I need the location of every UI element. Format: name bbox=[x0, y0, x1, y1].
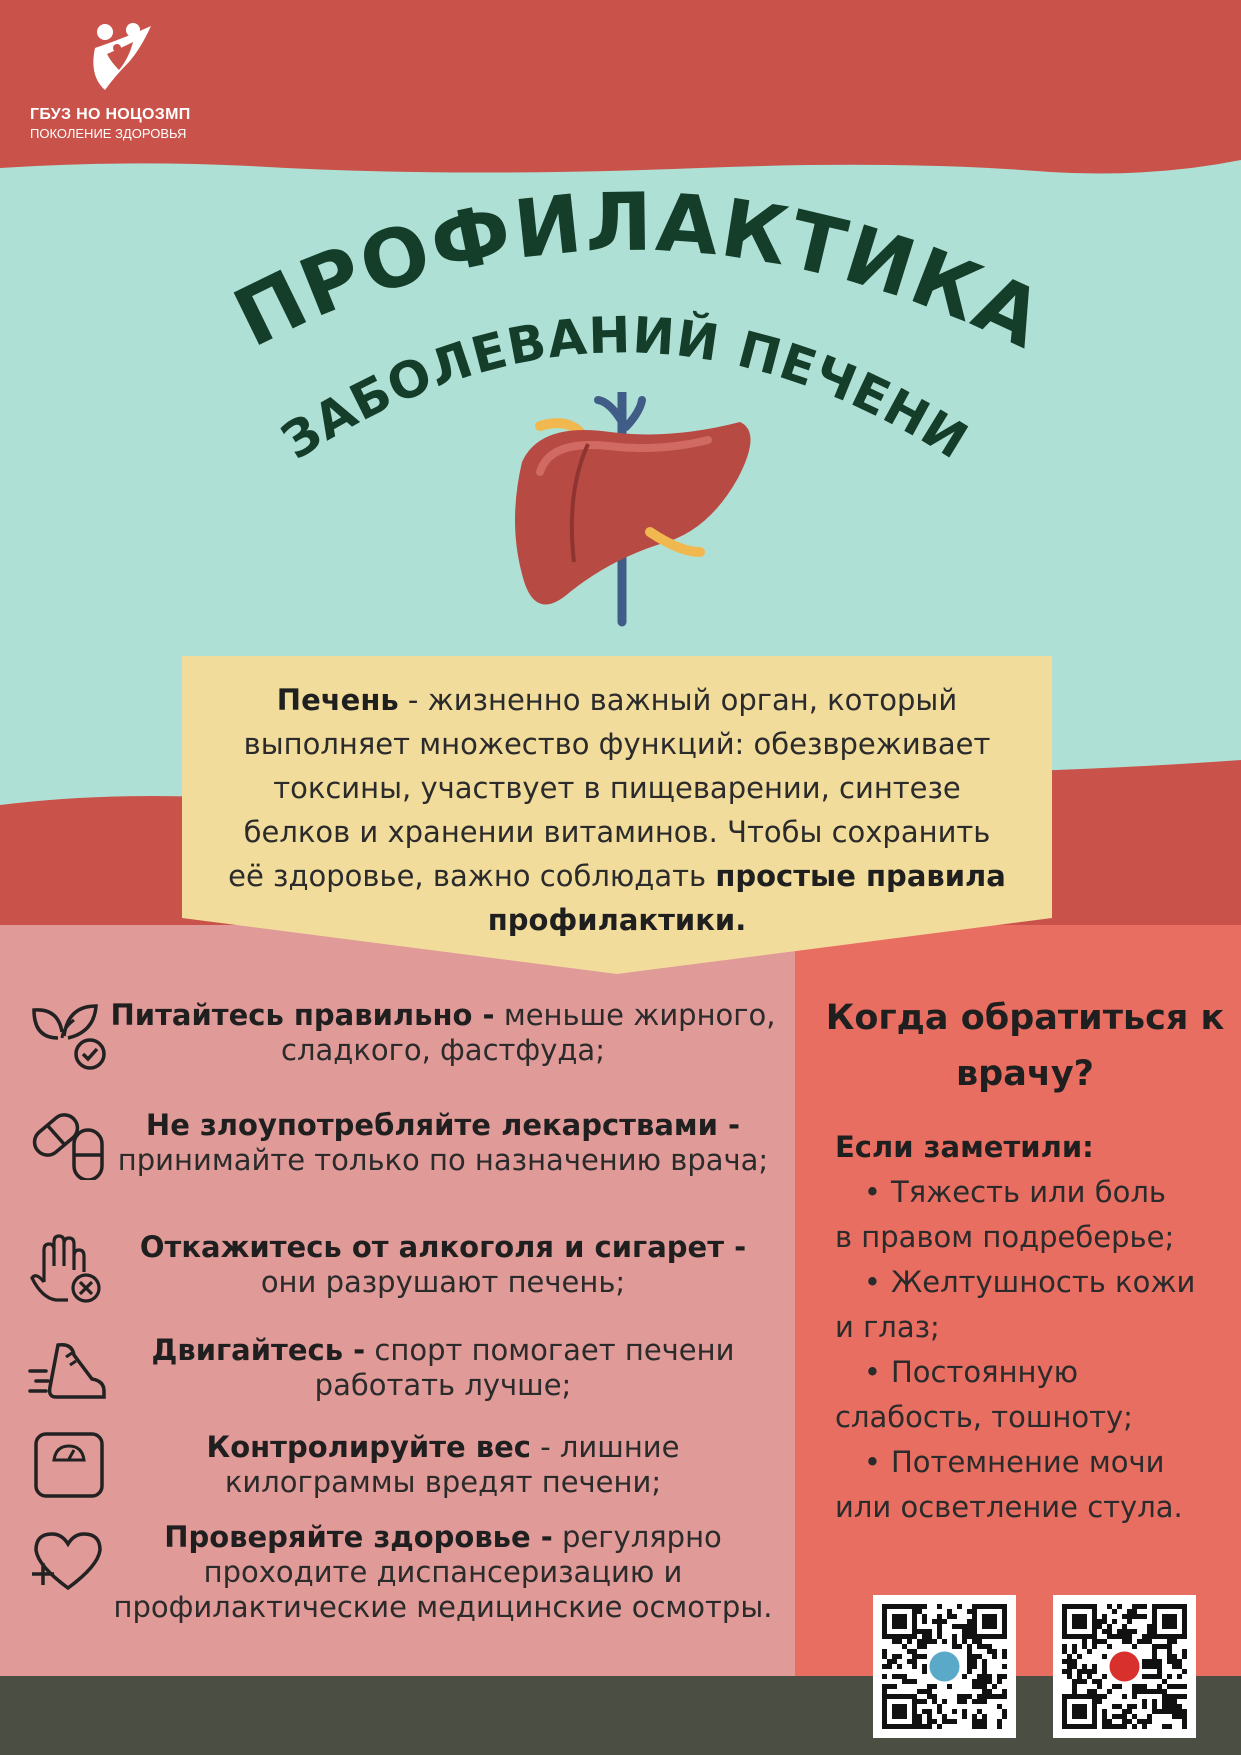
symptom-rest: слабость, тошноту; bbox=[835, 1400, 1133, 1434]
symptom-list bbox=[835, 1125, 1235, 1530]
bullet-icon: • bbox=[863, 1355, 881, 1389]
title-main: ПРОФИЛАКТИКА bbox=[220, 175, 1058, 367]
symptom-first: Постоянную bbox=[891, 1355, 1079, 1389]
symptom-rest: в правом подреберье; bbox=[835, 1220, 1175, 1254]
pills-icon bbox=[28, 1108, 108, 1180]
qr-code-icon bbox=[873, 1595, 1016, 1738]
rule-bold: Проверяйте здоровье - bbox=[164, 1520, 553, 1554]
heart-plus-icon bbox=[28, 1526, 108, 1598]
rule-bold: Питайтесь правильно - bbox=[110, 998, 495, 1032]
bullet-icon: • bbox=[863, 1265, 881, 1299]
rule-bold: Контролируйте вес bbox=[206, 1430, 531, 1464]
rule-body: меньше жирного, сладкого, фастфуда; bbox=[281, 998, 776, 1067]
symptom-first: Тяжесть или боль bbox=[891, 1175, 1166, 1209]
rule-body: регулярно проходите диспансеризацию и профилактические медицинские осмотры. bbox=[113, 1520, 773, 1624]
qr-code-icon bbox=[1053, 1595, 1196, 1738]
logo-people-icon bbox=[85, 18, 165, 98]
symptom-item bbox=[835, 1170, 1235, 1260]
leaf-check-icon bbox=[28, 998, 108, 1070]
title-sub: ЗАБОЛЕВАНИЙ ПЕЧЕНИ bbox=[271, 306, 979, 471]
intro-bold-tail: простые правила профилактики. bbox=[487, 859, 1006, 937]
hand-stop-icon bbox=[28, 1232, 108, 1304]
bullet-icon: • bbox=[863, 1445, 881, 1479]
logo-subtitle: ПОКОЛЕНИЕ ЗДОРОВЬЯ bbox=[30, 126, 187, 141]
liver-illustration bbox=[500, 392, 760, 632]
intro-box bbox=[182, 656, 1052, 942]
rule-body: они разрушают печень; bbox=[260, 1265, 626, 1299]
rule-body: спорт помогает печени работать лучше; bbox=[314, 1333, 735, 1402]
symptom-intro: Если заметили: bbox=[835, 1130, 1094, 1164]
symptom-item bbox=[835, 1440, 1235, 1530]
rule-text bbox=[108, 1230, 778, 1300]
rule-text bbox=[108, 1430, 778, 1500]
symptom-item bbox=[835, 1350, 1235, 1440]
organization-logo bbox=[30, 18, 240, 141]
running-shoe-icon bbox=[28, 1335, 108, 1407]
scale-icon bbox=[28, 1430, 108, 1502]
doctor-title: Когда обратиться к врачу? bbox=[825, 998, 1225, 1094]
rule-text bbox=[108, 1108, 778, 1178]
rule-bold: Не злоупотребляйте лекарствами - bbox=[145, 1108, 741, 1142]
symptom-rest: или осветление стула. bbox=[835, 1490, 1183, 1524]
bullet-icon: • bbox=[863, 1175, 881, 1209]
rule-bold: Двигайтесь - bbox=[151, 1333, 366, 1367]
symptom-rest: и глаз; bbox=[835, 1310, 940, 1344]
qr-code-project[interactable] bbox=[1053, 1595, 1196, 1738]
logo-name: ГБУЗ НО НОЦОЗМП bbox=[30, 106, 191, 123]
intro-bold-lead: Печень bbox=[276, 683, 399, 717]
rule-bold: Откажитесь от алкоголя и сигарет - bbox=[139, 1230, 747, 1264]
qr-code-organization[interactable] bbox=[873, 1595, 1016, 1738]
symptom-first: Потемнение мочи bbox=[891, 1445, 1165, 1479]
rule-body: принимайте только по назначению врача; bbox=[117, 1143, 769, 1177]
rule-text bbox=[108, 998, 778, 1068]
intro-body: - жизненно важный орган, который выполняет множество функций: обезвреживает токсины, участвует в пищеварении, синтезе белков и хранении витаминов. Чтобы сохранить её здоровье, важно соблюдать bbox=[228, 683, 991, 893]
symptom-first: Желтушность кожи bbox=[891, 1265, 1196, 1299]
rule-text bbox=[108, 1333, 778, 1403]
symptom-item bbox=[835, 1260, 1235, 1350]
rule-text bbox=[108, 1520, 778, 1625]
rule-body: - лишние килограммы вредят печени; bbox=[224, 1430, 680, 1499]
intro-text bbox=[182, 656, 1052, 942]
